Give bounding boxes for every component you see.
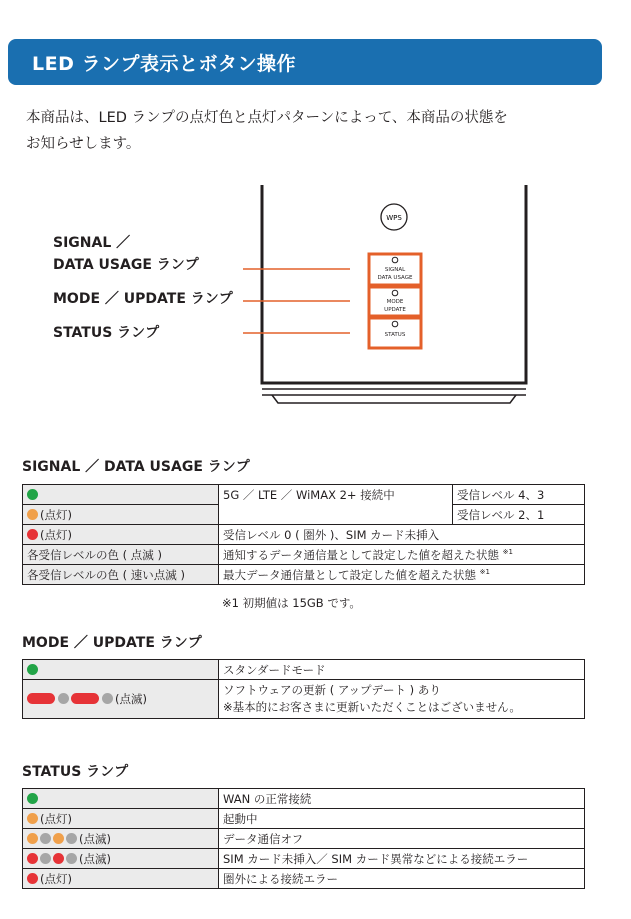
- desc-cell: 受信レベル 0 ( 圏外 )、SIM カード未挿入: [219, 525, 585, 545]
- desc-cell: 5G ／ LTE ／ WiMAX 2+ 接続中: [219, 485, 453, 525]
- state-cell: 各受信レベルの色 ( 速い点滅 ): [23, 565, 219, 585]
- level-cell: 受信レベル 2、1: [453, 505, 585, 525]
- device-illustration: [0, 175, 631, 415]
- red-dot-icon: [27, 529, 38, 540]
- desc-cell: SIM カード未挿入／ SIM カード異常などによる接続エラー: [219, 849, 585, 869]
- table-row: [23, 789, 585, 809]
- desc-text: ソフトウェアの更新 ( アップデート ) あり: [223, 683, 441, 697]
- table-row: [23, 869, 585, 889]
- desc-cell: [219, 565, 585, 585]
- mode-led: [392, 290, 398, 296]
- desc-cell: WAN の正常接続: [219, 789, 585, 809]
- table-row: [23, 660, 585, 680]
- orange-dot-icon: [27, 509, 38, 520]
- mode-table: [22, 659, 585, 719]
- red-bar-icon: [71, 693, 99, 704]
- desc-cell: 圏外による接続エラー: [219, 869, 585, 889]
- state-cell: [23, 829, 219, 849]
- table-row: [23, 849, 585, 869]
- mode-led-label-1: MODE: [386, 299, 404, 305]
- status-section-title: STATUS ランプ: [22, 764, 129, 780]
- state-cell: [23, 680, 219, 719]
- table-row: [23, 680, 585, 719]
- status-table: [22, 788, 585, 889]
- callout-signal: [53, 232, 199, 276]
- gray-dot-icon: [40, 853, 51, 864]
- signal-led-label-2: DATA USAGE: [377, 275, 413, 281]
- footnote-ref: ※1: [479, 567, 490, 576]
- desc-cell: 起動中: [219, 809, 585, 829]
- level-cell: 受信レベル 4、3: [453, 485, 585, 505]
- state-text: (点滅): [115, 692, 147, 706]
- state-text: (点灯): [40, 527, 72, 542]
- orange-dot-icon: [27, 813, 38, 824]
- state-cell: [23, 485, 219, 505]
- table-row: [23, 485, 585, 505]
- orange-dot-icon: [53, 833, 64, 844]
- intro-text: [26, 105, 586, 157]
- callout-status: STATUS ランプ: [53, 325, 160, 341]
- desc-cell: データ通信オフ: [219, 829, 585, 849]
- green-dot-icon: [27, 664, 38, 675]
- signal-section-title: SIGNAL ／ DATA USAGE ランプ: [22, 459, 250, 475]
- desc-cell: [219, 545, 585, 565]
- page-title: LED ランプ表示とボタン操作: [32, 53, 296, 75]
- state-text: (点滅): [79, 831, 111, 846]
- callout-signal-line-1: SIGNAL ／: [53, 235, 131, 251]
- table-row: [23, 545, 585, 565]
- table-row: [23, 525, 585, 545]
- table-row: [23, 809, 585, 829]
- state-cell: [23, 869, 219, 889]
- orange-dot-icon: [27, 833, 38, 844]
- wps-label: WPS: [386, 214, 402, 222]
- callout-signal-line-2: DATA USAGE ランプ: [53, 257, 199, 273]
- desc-text: 最大データ通信量として設定した値を超えた状態: [223, 567, 476, 582]
- state-cell: [23, 660, 219, 680]
- signal-led: [392, 257, 398, 263]
- status-led: [392, 321, 398, 327]
- state-cell: [23, 849, 219, 869]
- status-led-label: STATUS: [384, 332, 406, 338]
- gray-dot-icon: [102, 693, 113, 704]
- state-cell: [23, 789, 219, 809]
- footnote: ※1 初期値は 15GB です。: [222, 596, 361, 610]
- gray-dot-icon: [58, 693, 69, 704]
- state-text: (点滅): [79, 851, 111, 866]
- intro-line-2: お知らせします。: [26, 136, 141, 152]
- red-dot-icon: [27, 853, 38, 864]
- gray-dot-icon: [40, 833, 51, 844]
- mode-led-label-2: UPDATE: [384, 307, 406, 313]
- gray-dot-icon: [66, 853, 77, 864]
- red-dot-icon: [53, 853, 64, 864]
- desc-cell: [219, 680, 585, 719]
- state-text: (点灯): [40, 871, 72, 886]
- table-row: [23, 829, 585, 849]
- state-cell: [23, 809, 219, 829]
- green-dot-icon: [27, 793, 38, 804]
- desc-text: 通知するデータ通信量として設定した値を超えた状態: [223, 547, 499, 562]
- table-row: [23, 565, 585, 585]
- state-text: (点灯): [40, 811, 72, 826]
- state-text: (点灯): [40, 507, 72, 522]
- gray-dot-icon: [66, 833, 77, 844]
- red-dot-icon: [27, 873, 38, 884]
- desc-note: ※基本的にお客さまに更新いただくことはございません。: [223, 700, 521, 714]
- desc-cell: スタンダードモード: [219, 660, 585, 680]
- callout-mode: MODE ／ UPDATE ランプ: [53, 291, 233, 307]
- signal-led-label-1: SIGNAL: [384, 267, 406, 273]
- red-bar-icon: [27, 693, 55, 704]
- state-cell: [23, 505, 219, 525]
- signal-table: [22, 484, 585, 585]
- state-cell: 各受信レベルの色 ( 点滅 ): [23, 545, 219, 565]
- state-cell: [23, 525, 219, 545]
- green-dot-icon: [27, 489, 38, 500]
- section-header: [8, 39, 602, 85]
- intro-line-1: 本商品は、LED ランプの点灯色と点灯パターンによって、本商品の状態を: [26, 110, 508, 126]
- footnote-ref: ※1: [502, 547, 513, 556]
- mode-section-title: MODE ／ UPDATE ランプ: [22, 635, 202, 651]
